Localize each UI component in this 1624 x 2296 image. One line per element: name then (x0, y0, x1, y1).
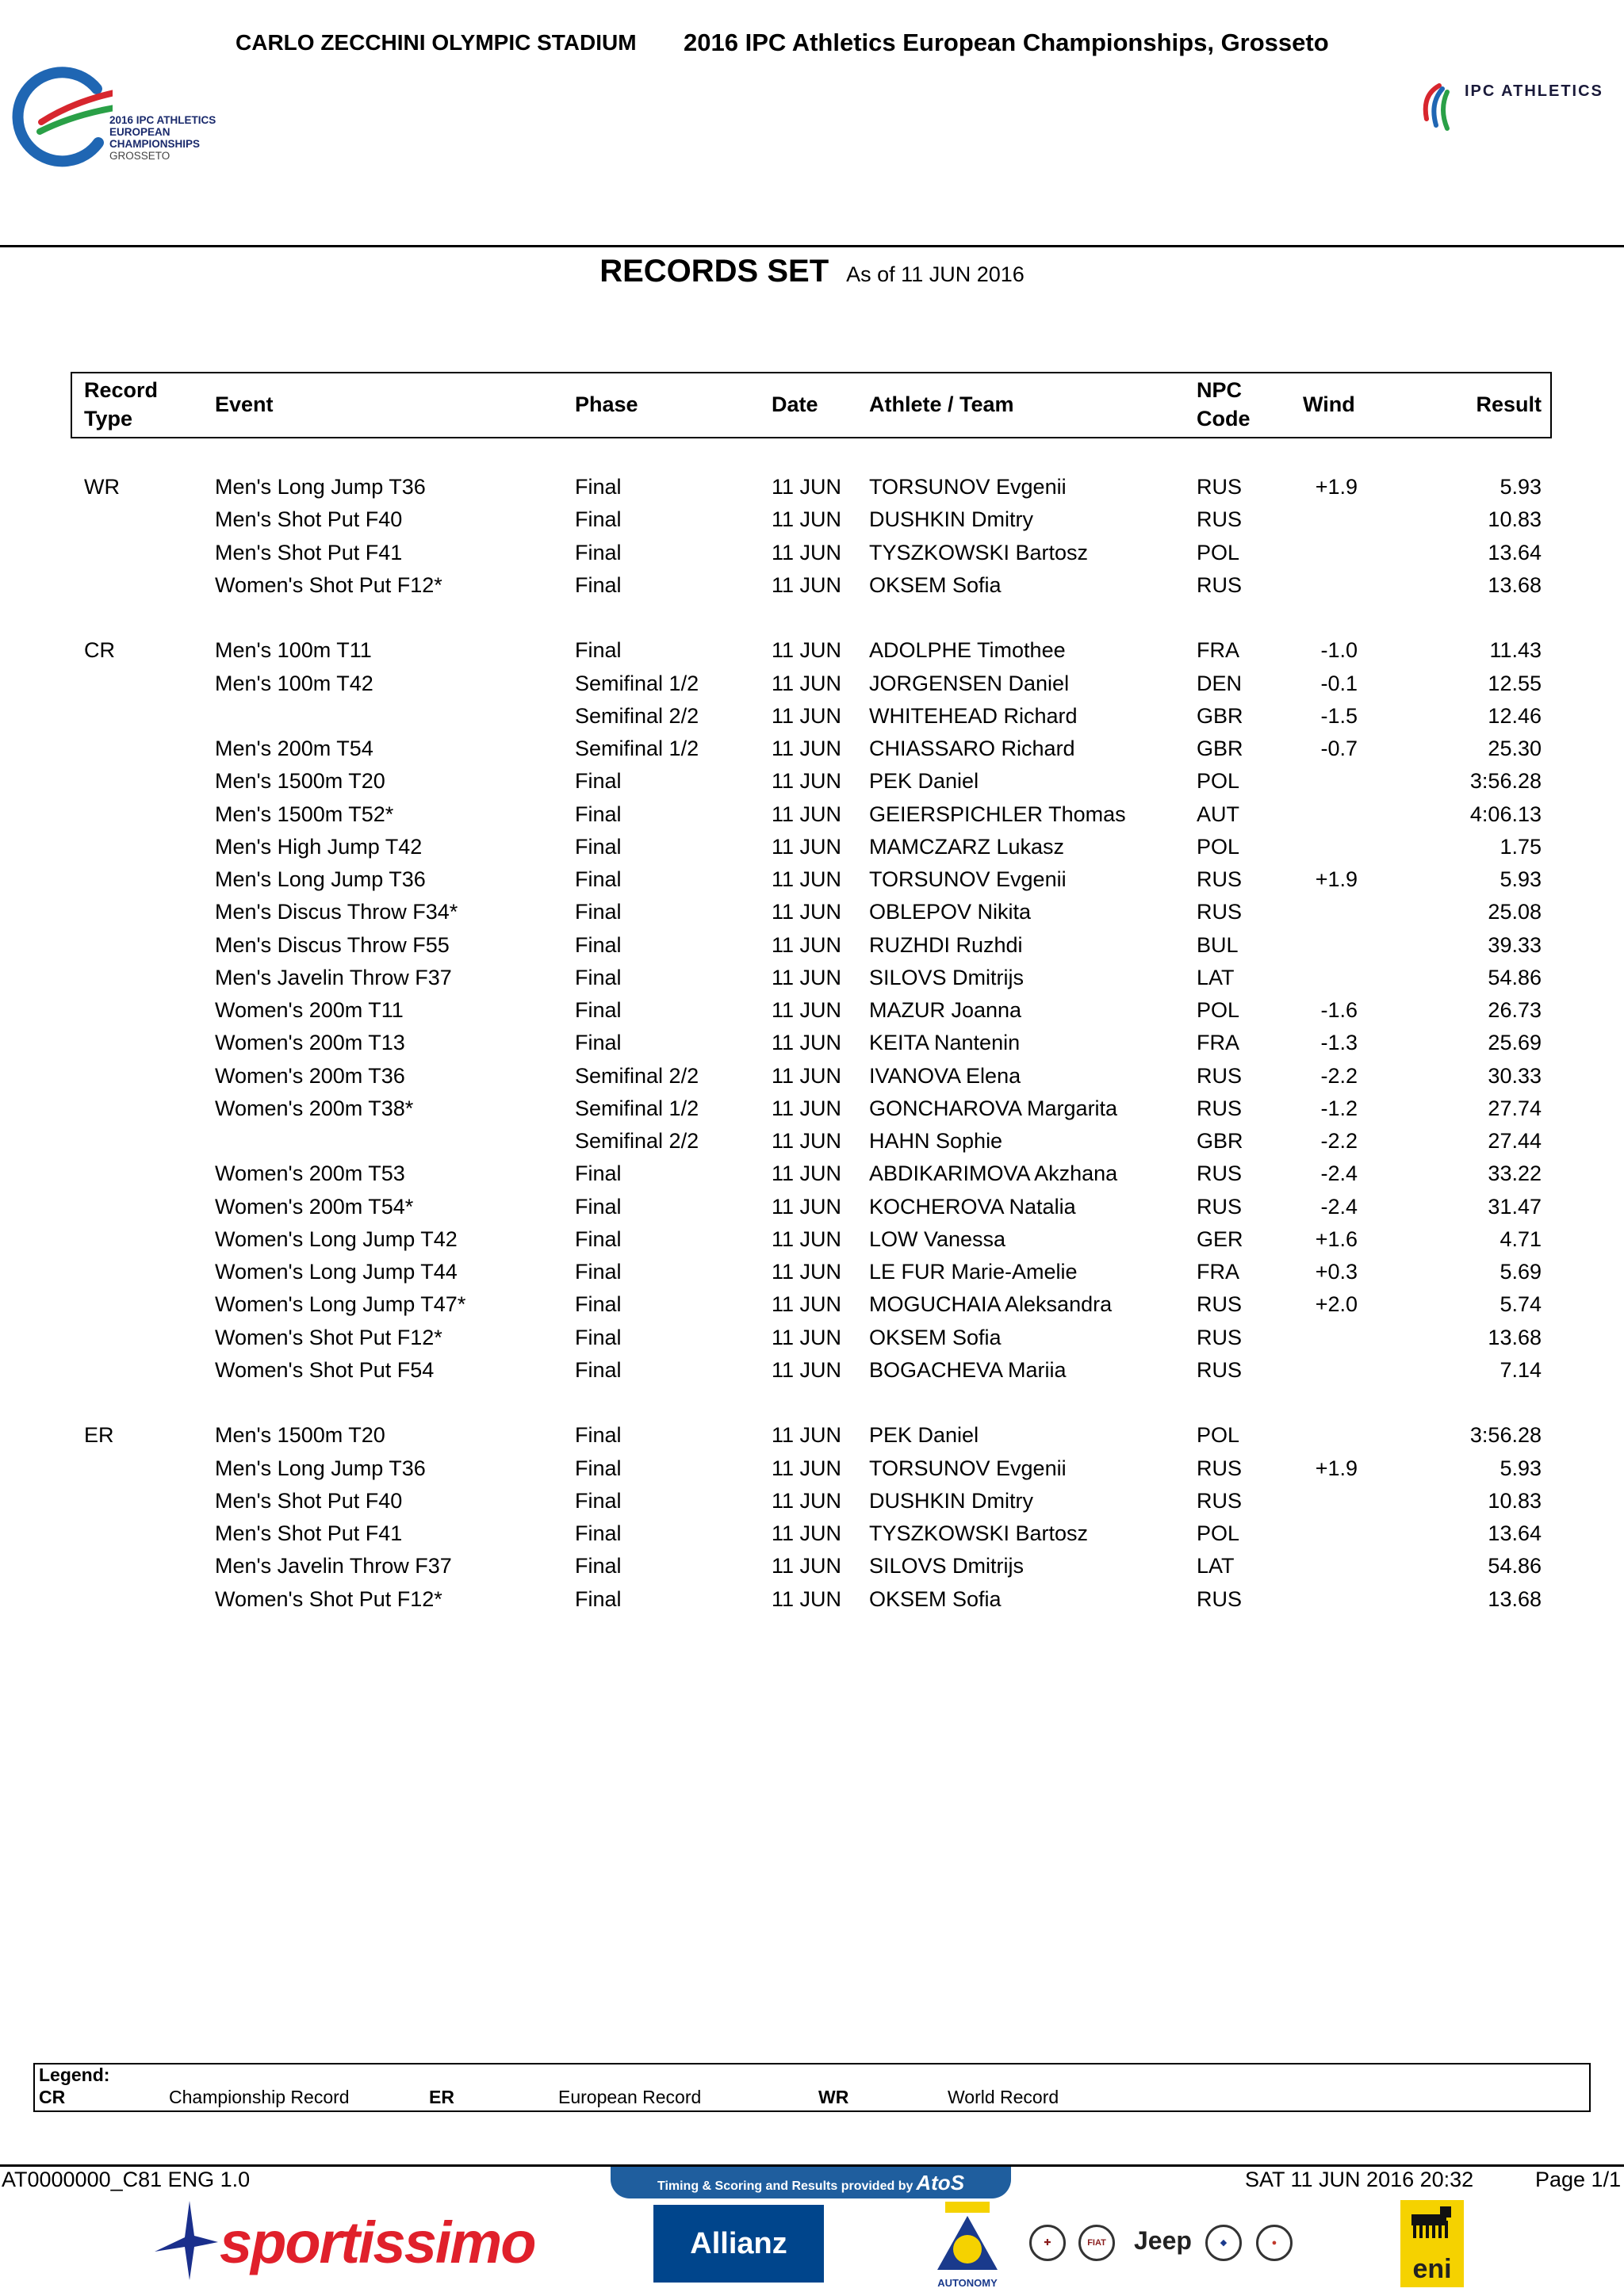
event-cell: Women's 200m T36 (215, 1063, 405, 1088)
phase-cell: Final (575, 1292, 622, 1317)
npc-code-cell: LAT (1197, 1554, 1235, 1578)
result-cell: 54.86 (1488, 1554, 1542, 1578)
phase-cell: Final (575, 1357, 622, 1382)
phase-cell: Final (575, 900, 622, 924)
result-cell: 13.64 (1488, 1521, 1542, 1545)
event-cell: Men's Shot Put F41 (215, 1521, 403, 1545)
date-cell: 11 JUN (772, 1325, 842, 1349)
date-cell: 11 JUN (772, 900, 842, 924)
event-cell: Women's 200m T54* (215, 1194, 414, 1219)
wind-cell: -2.4 (1320, 1161, 1358, 1186)
athlete-cell: KOCHEROVA Natalia (869, 1194, 1076, 1219)
phase-cell: Final (575, 507, 622, 532)
phase-cell: Final (575, 1325, 622, 1349)
record-type-cell: ER (84, 1423, 114, 1448)
fiat-logo: FIAT (1078, 2225, 1115, 2261)
event-cell: Women's Shot Put F12* (215, 572, 442, 597)
table-row (0, 1060, 1624, 1093)
athlete-cell: DUSHKIN Dmitry (869, 1488, 1033, 1513)
npc-code-cell: RUS (1197, 1063, 1243, 1088)
table-row (0, 1354, 1624, 1387)
result-cell: 3:56.28 (1469, 769, 1542, 794)
result-cell: 12.55 (1488, 671, 1542, 695)
athlete-cell: OBLEPOV Nikita (869, 900, 1032, 924)
table-row (0, 1550, 1624, 1582)
npc-code-cell: POL (1197, 1423, 1240, 1448)
event-cell: Women's Long Jump T47* (215, 1292, 466, 1317)
date-cell: 11 JUN (772, 1456, 842, 1480)
date-cell: 11 JUN (772, 1096, 842, 1120)
col-header-event: Event (215, 392, 274, 416)
event-cell: Men's 200m T54 (215, 737, 373, 760)
table-row (0, 503, 1624, 536)
atos-logo: AtoS (916, 2171, 965, 2195)
result-cell: 31.47 (1488, 1194, 1542, 1219)
npc-code-cell: RUS (1197, 1456, 1243, 1480)
wind-cell: -1.2 (1320, 1096, 1358, 1120)
npc-code-cell: GER (1197, 1226, 1243, 1251)
phase-cell: Final (575, 1031, 622, 1055)
autonomy-icon (928, 2200, 1007, 2273)
col-header-athlete: Athlete / Team (869, 392, 1014, 416)
result-cell: 4.71 (1500, 1226, 1542, 1251)
table-row (0, 1125, 1624, 1158)
phase-cell: Final (575, 802, 622, 826)
wind-cell: +1.9 (1315, 1456, 1358, 1480)
result-cell: 4:06.13 (1469, 802, 1542, 826)
date-cell: 11 JUN (772, 802, 842, 826)
date-cell: 11 JUN (772, 1554, 842, 1578)
event-cell: Men's Long Jump T36 (215, 867, 426, 891)
table-row (0, 896, 1624, 928)
event-cell: Women's Shot Put F12* (215, 1325, 442, 1349)
npc-code-cell: DEN (1197, 671, 1243, 695)
col-header-record-type: Record Type (84, 378, 159, 430)
legend-label-cr: Championship Record (169, 2087, 350, 2107)
npc-code-cell: RUS (1197, 1586, 1243, 1611)
event-cell: Women's Shot Put F54 (215, 1357, 435, 1382)
championship-logo-icon (10, 65, 113, 168)
athlete-cell: SILOVS Dmitrijs (869, 1554, 1025, 1578)
phase-cell: Final (575, 834, 622, 859)
phase-cell: Final (575, 572, 622, 597)
npc-code-cell: LAT (1197, 965, 1235, 989)
npc-code-cell: FRA (1197, 638, 1239, 663)
table-row (0, 700, 1624, 733)
event-cell: Women's 200m T11 (215, 998, 404, 1022)
table-row (0, 1583, 1624, 1616)
wind-cell: -2.2 (1320, 1063, 1358, 1088)
npc-code-cell: RUS (1197, 1161, 1243, 1186)
agitos-icon (1415, 79, 1463, 135)
athlete-cell: IVANOVA Elena (869, 1063, 1021, 1088)
phase-cell: Final (575, 769, 622, 794)
lancia-icon: ◆ (1205, 2225, 1242, 2261)
event-cell: Men's Discus Throw F34* (215, 900, 458, 924)
col-header-wind: Wind (1303, 392, 1355, 416)
event-cell: Women's Shot Put F12* (215, 1586, 442, 1611)
table-row (0, 1322, 1624, 1354)
athlete-cell: RUZHDI Ruzhdi (869, 932, 1023, 957)
event-cell: Women's Long Jump T44 (215, 1260, 458, 1284)
table-row (0, 1452, 1624, 1485)
npc-code-cell: RUS (1197, 475, 1243, 499)
table-row (0, 537, 1624, 569)
result-cell: 25.30 (1488, 737, 1542, 760)
date-cell: 11 JUN (772, 671, 842, 695)
allianz-logo: Allianz (653, 2205, 824, 2283)
date-cell: 11 JUN (772, 507, 842, 532)
legend-code-er: ER (429, 2087, 454, 2107)
athlete-cell: MAMCZARZ Lukasz (869, 834, 1065, 859)
athlete-cell: TYSZKOWSKI Bartosz (869, 1521, 1089, 1545)
phase-cell: Final (575, 1161, 622, 1186)
phase-cell: Final (575, 1194, 622, 1219)
result-cell: 5.93 (1500, 867, 1542, 891)
print-datetime: SAT 11 JUN 2016 20:32 (1245, 2168, 1474, 2191)
phase-cell: Final (575, 1260, 622, 1284)
result-cell: 5.93 (1500, 475, 1542, 499)
phase-cell: Final (575, 1456, 622, 1480)
npc-code-cell: RUS (1197, 900, 1243, 924)
timing-text: Timing & Scoring and Results provided by (657, 2179, 914, 2193)
npc-code-cell: RUS (1197, 1325, 1243, 1349)
athlete-cell: WHITEHEAD Richard (869, 703, 1078, 728)
date-cell: 11 JUN (772, 703, 842, 728)
date-cell: 11 JUN (772, 1521, 842, 1545)
record-type-cell: CR (84, 638, 115, 663)
phase-cell: Final (575, 1554, 622, 1578)
phase-cell: Final (575, 1226, 622, 1251)
table-row (0, 471, 1624, 503)
athlete-cell: MOGUCHAIA Aleksandra (869, 1292, 1113, 1317)
npc-code-cell: FRA (1197, 1031, 1239, 1055)
result-cell: 33.22 (1488, 1161, 1542, 1186)
date-cell: 11 JUN (772, 867, 842, 891)
result-cell: 13.68 (1488, 1325, 1542, 1349)
eni-logo: eni (1400, 2200, 1464, 2287)
phase-cell: Final (575, 1488, 622, 1513)
npc-code-cell: RUS (1197, 1194, 1243, 1219)
athlete-cell: ADOLPHE Timothee (869, 638, 1066, 663)
wind-cell: -2.2 (1320, 1129, 1358, 1153)
date-cell: 11 JUN (772, 1260, 842, 1284)
six-legged-dog-icon (1400, 2200, 1464, 2251)
table-row (0, 1158, 1624, 1190)
table-row (0, 1288, 1624, 1321)
result-cell: 10.83 (1488, 507, 1542, 532)
championship-logo (10, 65, 247, 168)
date-cell: 11 JUN (772, 1423, 842, 1448)
result-cell: 13.68 (1488, 1586, 1542, 1611)
ipc-athletics-text: IPC ATHLETICS (1465, 82, 1603, 100)
table-row (0, 1027, 1624, 1059)
table-row (0, 1256, 1624, 1288)
date-cell: 11 JUN (772, 1488, 842, 1513)
athlete-cell: HAHN Sophie (869, 1129, 1003, 1153)
npc-code-cell: RUS (1197, 1292, 1243, 1317)
npc-code-cell: FRA (1197, 1260, 1239, 1284)
phase-cell: Final (575, 932, 622, 957)
result-cell: 30.33 (1488, 1063, 1542, 1088)
athlete-cell: BOGACHEVA Mariia (869, 1357, 1067, 1382)
table-row (0, 863, 1624, 896)
wind-cell: -2.4 (1320, 1194, 1358, 1219)
npc-code-cell: RUS (1197, 1488, 1243, 1513)
table-row (0, 1223, 1624, 1256)
date-cell: 11 JUN (772, 932, 842, 957)
timing-banner (611, 2167, 1011, 2198)
athlete-cell: TORSUNOV Evgenii (869, 867, 1067, 891)
npc-code-cell: AUT (1197, 802, 1239, 826)
result-cell: 5.74 (1500, 1292, 1542, 1317)
result-cell: 7.14 (1500, 1357, 1542, 1382)
fca-brands-logos (1029, 2220, 1299, 2267)
date-cell: 11 JUN (772, 1031, 842, 1055)
wind-cell: -0.7 (1320, 737, 1358, 760)
phase-cell: Final (575, 867, 622, 891)
athlete-cell: GEIERSPICHLER Thomas (869, 802, 1126, 826)
athlete-cell: ABDIKARIMOVA Akzhana (869, 1161, 1118, 1186)
athlete-cell: OKSEM Sofia (869, 1325, 1002, 1349)
result-cell: 10.83 (1488, 1488, 1542, 1513)
npc-code-cell: GBR (1197, 737, 1243, 760)
athlete-cell: TORSUNOV Evgenii (869, 475, 1067, 499)
date-cell: 11 JUN (772, 834, 842, 859)
phase-cell: Final (575, 638, 622, 663)
phase-cell: Final (575, 475, 622, 499)
page-title (0, 254, 1624, 289)
table-row (0, 765, 1624, 798)
npc-code-cell: POL (1197, 834, 1240, 859)
event-cell: Women's Long Jump T42 (215, 1226, 458, 1251)
event-cell: Men's Shot Put F41 (215, 540, 403, 564)
date-cell: 11 JUN (772, 1161, 842, 1186)
date-cell: 11 JUN (772, 1226, 842, 1251)
date-cell: 11 JUN (772, 1063, 842, 1088)
phase-cell: Final (575, 1521, 622, 1545)
athlete-cell: OKSEM Sofia (869, 1586, 1002, 1611)
records-set-title: RECORDS SET (599, 254, 829, 289)
alfa-romeo-icon: ✚ (1029, 2225, 1066, 2261)
athlete-cell: LOW Vanessa (869, 1226, 1006, 1251)
date-cell: 11 JUN (772, 540, 842, 564)
phase-cell: Final (575, 998, 622, 1022)
phase-cell: Semifinal 1/2 (575, 737, 699, 760)
npc-code-cell: RUS (1197, 1096, 1243, 1120)
wind-cell: +0.3 (1315, 1260, 1358, 1284)
wind-cell: +1.6 (1315, 1226, 1358, 1251)
legend-title: Legend: (39, 2064, 110, 2085)
result-cell: 27.44 (1488, 1129, 1542, 1153)
star-icon (155, 2201, 218, 2280)
championship-logo-text: 2016 IPC ATHLETICS EUROPEAN CHAMPIONSHIPS GROSSETO (109, 114, 216, 162)
athlete-cell: JORGENSEN Daniel (869, 671, 1070, 695)
col-header-npc-code: NPC Code (1197, 378, 1251, 430)
table-row (0, 733, 1624, 765)
athlete-cell: DUSHKIN Dmitry (869, 507, 1033, 532)
phase-cell: Final (575, 540, 622, 564)
date-cell: 11 JUN (772, 475, 842, 499)
event-cell: Women's 200m T13 (215, 1031, 405, 1055)
date-cell: 11 JUN (772, 1129, 842, 1153)
record-type-cell: WR (84, 475, 120, 499)
event-cell: Men's Javelin Throw F37 (215, 1554, 452, 1578)
result-cell: 13.64 (1488, 540, 1542, 564)
result-cell: 3:56.28 (1469, 1423, 1542, 1448)
result-cell: 54.86 (1488, 965, 1542, 989)
jeep-logo: Jeep (1134, 2226, 1192, 2255)
table-row (0, 1485, 1624, 1517)
date-cell: 11 JUN (772, 769, 842, 794)
npc-code-cell: POL (1197, 540, 1240, 564)
event-cell: Women's 200m T38* (215, 1096, 414, 1120)
table-row (0, 962, 1624, 994)
npc-code-cell: POL (1197, 1521, 1240, 1545)
wind-cell: +1.9 (1315, 867, 1358, 891)
event-cell: Women's 200m T53 (215, 1161, 405, 1186)
date-cell: 11 JUN (772, 737, 842, 760)
npc-code-cell: RUS (1197, 572, 1243, 597)
legend-code-wr: WR (818, 2087, 849, 2107)
npc-code-cell: POL (1197, 998, 1240, 1022)
date-cell: 11 JUN (772, 572, 842, 597)
event-cell: Men's Shot Put F40 (215, 1488, 403, 1513)
table-row (0, 1517, 1624, 1550)
document-code: AT0000000_C81 ENG 1.0 (2, 2168, 251, 2191)
result-cell: 25.08 (1488, 900, 1542, 924)
athlete-cell: TYSZKOWSKI Bartosz (869, 540, 1089, 564)
wind-cell: -1.3 (1320, 1031, 1358, 1055)
athlete-cell: OKSEM Sofia (869, 572, 1002, 597)
event-cell: Men's 100m T42 (215, 671, 373, 695)
abarth-icon: ● (1256, 2225, 1293, 2261)
event-cell: Men's Shot Put F40 (215, 507, 403, 532)
result-cell: 5.69 (1500, 1260, 1542, 1284)
result-cell: 5.93 (1500, 1456, 1542, 1480)
npc-code-cell: BUL (1197, 932, 1239, 957)
autonomy-logo: AUTONOMY (928, 2200, 1007, 2289)
table-row (0, 798, 1624, 831)
table-row (0, 1419, 1624, 1452)
date-cell: 11 JUN (772, 638, 842, 663)
event-cell: Men's Javelin Throw F37 (215, 965, 452, 989)
date-cell: 11 JUN (772, 998, 842, 1022)
table-row (0, 569, 1624, 602)
date-cell: 11 JUN (772, 1194, 842, 1219)
page-number: Page 1/1 (1535, 2168, 1622, 2191)
result-cell: 13.68 (1488, 572, 1542, 597)
athlete-cell: SILOVS Dmitrijs (869, 965, 1025, 989)
as-of-date: As of 11 JUN 2016 (846, 262, 1025, 286)
athlete-cell: CHIASSARO Richard (869, 737, 1075, 760)
npc-code-cell: GBR (1197, 703, 1243, 728)
event-cell: Men's 1500m T20 (215, 1423, 385, 1448)
result-cell: 12.46 (1488, 703, 1542, 728)
phase-cell: Semifinal 1/2 (575, 671, 699, 695)
wind-cell: -1.5 (1320, 703, 1358, 728)
phase-cell: Semifinal 2/2 (575, 1129, 699, 1153)
legend-label-wr: World Record (948, 2087, 1059, 2107)
npc-code-cell: POL (1197, 769, 1240, 794)
table-row (0, 1093, 1624, 1125)
athlete-cell: PEK Daniel (869, 1423, 979, 1448)
result-cell: 26.73 (1488, 998, 1542, 1022)
athlete-cell: KEITA Nantenin (869, 1031, 1021, 1055)
event-cell: Men's Long Jump T36 (215, 475, 426, 499)
result-cell: 39.33 (1488, 932, 1542, 957)
wind-cell: +1.9 (1315, 475, 1358, 499)
npc-code-cell: GBR (1197, 1129, 1243, 1153)
athlete-cell: TORSUNOV Evgenii (869, 1456, 1067, 1480)
wind-cell: -1.6 (1320, 998, 1358, 1022)
table-row (0, 634, 1624, 667)
venue-name: CARLO ZECCHINI OLYMPIC STADIUM (236, 30, 637, 55)
result-cell: 27.74 (1488, 1096, 1542, 1120)
table-row (0, 831, 1624, 863)
col-header-date: Date (772, 392, 818, 416)
col-header-result: Result (1476, 392, 1542, 416)
table-row (0, 929, 1624, 962)
event-cell: Men's Long Jump T36 (215, 1456, 426, 1480)
wind-cell: -0.1 (1320, 671, 1358, 695)
phase-cell: Semifinal 2/2 (575, 1063, 699, 1088)
legend-label-er: European Record (558, 2087, 702, 2107)
date-cell: 11 JUN (772, 1292, 842, 1317)
result-cell: 11.43 (1489, 638, 1542, 663)
date-cell: 11 JUN (772, 965, 842, 989)
table-row (0, 1191, 1624, 1223)
npc-code-cell: RUS (1197, 867, 1243, 891)
athlete-cell: PEK Daniel (869, 769, 979, 794)
ipc-athletics-logo (1415, 79, 1614, 135)
event-cell: Men's 1500m T52* (215, 802, 394, 826)
athlete-cell: GONCHAROVA Margarita (869, 1096, 1118, 1120)
sportissimo-logo: sportissimo (155, 2198, 559, 2285)
date-cell: 11 JUN (772, 1586, 842, 1611)
event-cell: Men's Discus Throw F55 (215, 932, 450, 957)
athlete-cell: LE FUR Marie-Amelie (869, 1260, 1078, 1284)
legend-code-cr: CR (39, 2087, 66, 2107)
npc-code-cell: RUS (1197, 507, 1243, 532)
col-header-phase: Phase (575, 392, 638, 416)
event-cell: Men's 1500m T20 (215, 769, 385, 794)
championship-title: 2016 IPC Athletics European Championships, Grosseto (684, 29, 1329, 56)
phase-cell: Semifinal 1/2 (575, 1096, 699, 1120)
phase-cell: Final (575, 1423, 622, 1448)
table-row (0, 668, 1624, 700)
result-cell: 25.69 (1488, 1031, 1542, 1055)
npc-code-cell: RUS (1197, 1357, 1243, 1382)
event-cell: Men's 100m T11 (215, 638, 372, 663)
table-row (0, 994, 1624, 1027)
athlete-cell: MAZUR Joanna (869, 998, 1022, 1022)
wind-cell: -1.0 (1320, 638, 1358, 663)
wind-cell: +2.0 (1315, 1292, 1358, 1317)
event-cell: Men's High Jump T42 (215, 834, 423, 859)
phase-cell: Final (575, 1586, 622, 1611)
header-divider (0, 245, 1624, 247)
phase-cell: Final (575, 965, 622, 989)
result-cell: 1.75 (1500, 834, 1542, 859)
phase-cell: Semifinal 2/2 (575, 703, 699, 728)
date-cell: 11 JUN (772, 1357, 842, 1382)
